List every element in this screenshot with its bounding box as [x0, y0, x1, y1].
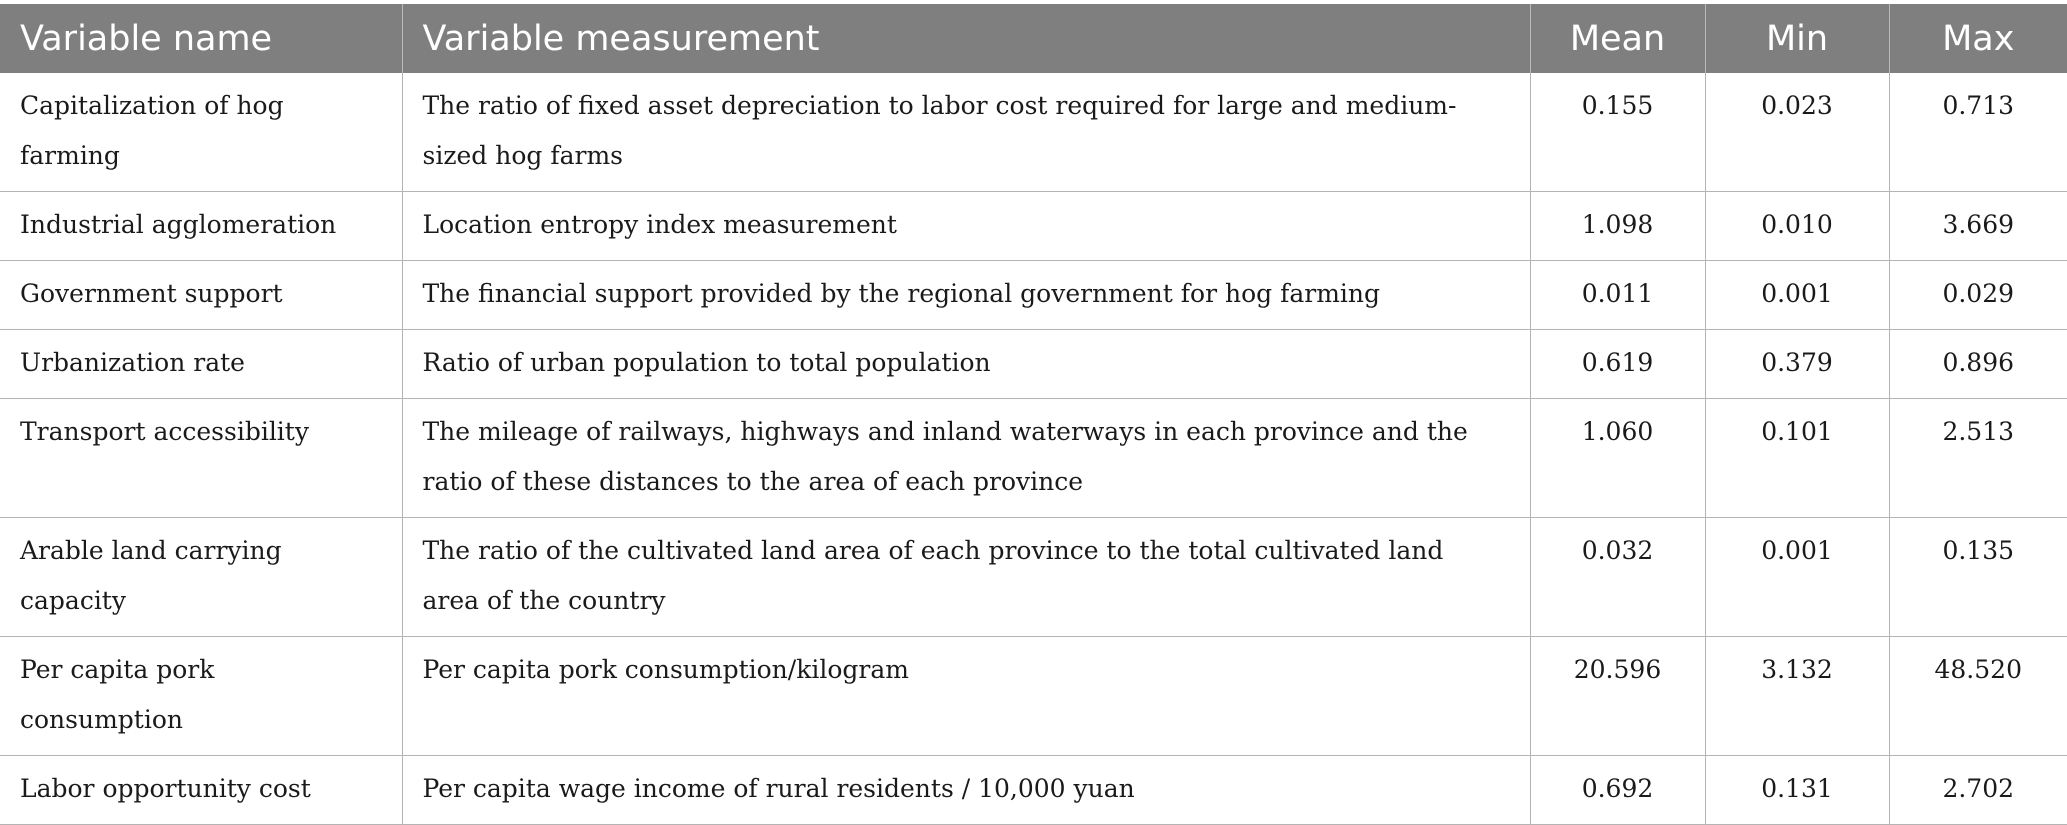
- table-row: [0, 261, 2067, 330]
- cell-mean: 1.098: [1530, 192, 1705, 261]
- cell-variable-measurement: The financial support provided by the regional government for hog farming: [402, 261, 1530, 330]
- cell-variable-name: Arable land carrying capacity: [0, 518, 402, 637]
- cell-mean: 0.692: [1530, 756, 1705, 825]
- table-row: [0, 330, 2067, 399]
- cell-variable-measurement: Per capita pork consumption/kilogram: [402, 637, 1530, 756]
- cell-max: 3.669: [1889, 192, 2067, 261]
- cell-min: 3.132: [1705, 637, 1889, 756]
- cell-max: 48.520: [1889, 637, 2067, 756]
- cell-min: 0.023: [1705, 73, 1889, 192]
- cell-mean: 0.011: [1530, 261, 1705, 330]
- header-mean: Mean: [1530, 4, 1705, 73]
- header-variable-name: Variable name: [0, 4, 402, 73]
- cell-max: 0.029: [1889, 261, 2067, 330]
- cell-variable-name: Industrial agglomeration: [0, 192, 402, 261]
- cell-max: 0.896: [1889, 330, 2067, 399]
- table-row: [0, 73, 2067, 192]
- cell-mean: 0.032: [1530, 518, 1705, 637]
- cell-min: 0.001: [1705, 518, 1889, 637]
- cell-max: 0.135: [1889, 518, 2067, 637]
- cell-variable-name: Labor opportunity cost: [0, 756, 402, 825]
- table-row: [0, 192, 2067, 261]
- cell-variable-measurement: Ratio of urban population to total population: [402, 330, 1530, 399]
- cell-variable-name: Per capita pork consumption: [0, 637, 402, 756]
- cell-variable-name: Capitalization of hog farming: [0, 73, 402, 192]
- cell-min: 0.101: [1705, 399, 1889, 518]
- cell-variable-name: Government support: [0, 261, 402, 330]
- cell-variable-measurement: The mileage of railways, highways and inland waterways in each province and the ratio of these distances to the area of each province: [402, 399, 1530, 518]
- table-body: [0, 73, 2067, 825]
- cell-min: 0.010: [1705, 192, 1889, 261]
- header-min: Min: [1705, 4, 1889, 73]
- cell-max: 2.513: [1889, 399, 2067, 518]
- table-header: [0, 4, 2067, 73]
- header-max: Max: [1889, 4, 2067, 73]
- variable-table: [0, 4, 2067, 825]
- cell-variable-measurement: Location entropy index measurement: [402, 192, 1530, 261]
- cell-variable-measurement: The ratio of the cultivated land area of each province to the total cultivated land area of the country: [402, 518, 1530, 637]
- cell-variable-name: Transport accessibility: [0, 399, 402, 518]
- cell-mean: 0.619: [1530, 330, 1705, 399]
- cell-variable-measurement: The ratio of fixed asset depreciation to labor cost required for large and medium-sized hog farms: [402, 73, 1530, 192]
- cell-mean: 20.596: [1530, 637, 1705, 756]
- variable-table-container: [0, 4, 2067, 825]
- table-row: [0, 518, 2067, 637]
- table-row: [0, 756, 2067, 825]
- cell-variable-measurement: Per capita wage income of rural residents / 10,000 yuan: [402, 756, 1530, 825]
- header-variable-measurement: Variable measurement: [402, 4, 1530, 73]
- cell-mean: 0.155: [1530, 73, 1705, 192]
- cell-min: 0.001: [1705, 261, 1889, 330]
- cell-variable-name: Urbanization rate: [0, 330, 402, 399]
- cell-mean: 1.060: [1530, 399, 1705, 518]
- table-row: [0, 637, 2067, 756]
- header-row: [0, 4, 2067, 73]
- cell-max: 2.702: [1889, 756, 2067, 825]
- cell-min: 0.379: [1705, 330, 1889, 399]
- table-row: [0, 399, 2067, 518]
- cell-min: 0.131: [1705, 756, 1889, 825]
- cell-max: 0.713: [1889, 73, 2067, 192]
